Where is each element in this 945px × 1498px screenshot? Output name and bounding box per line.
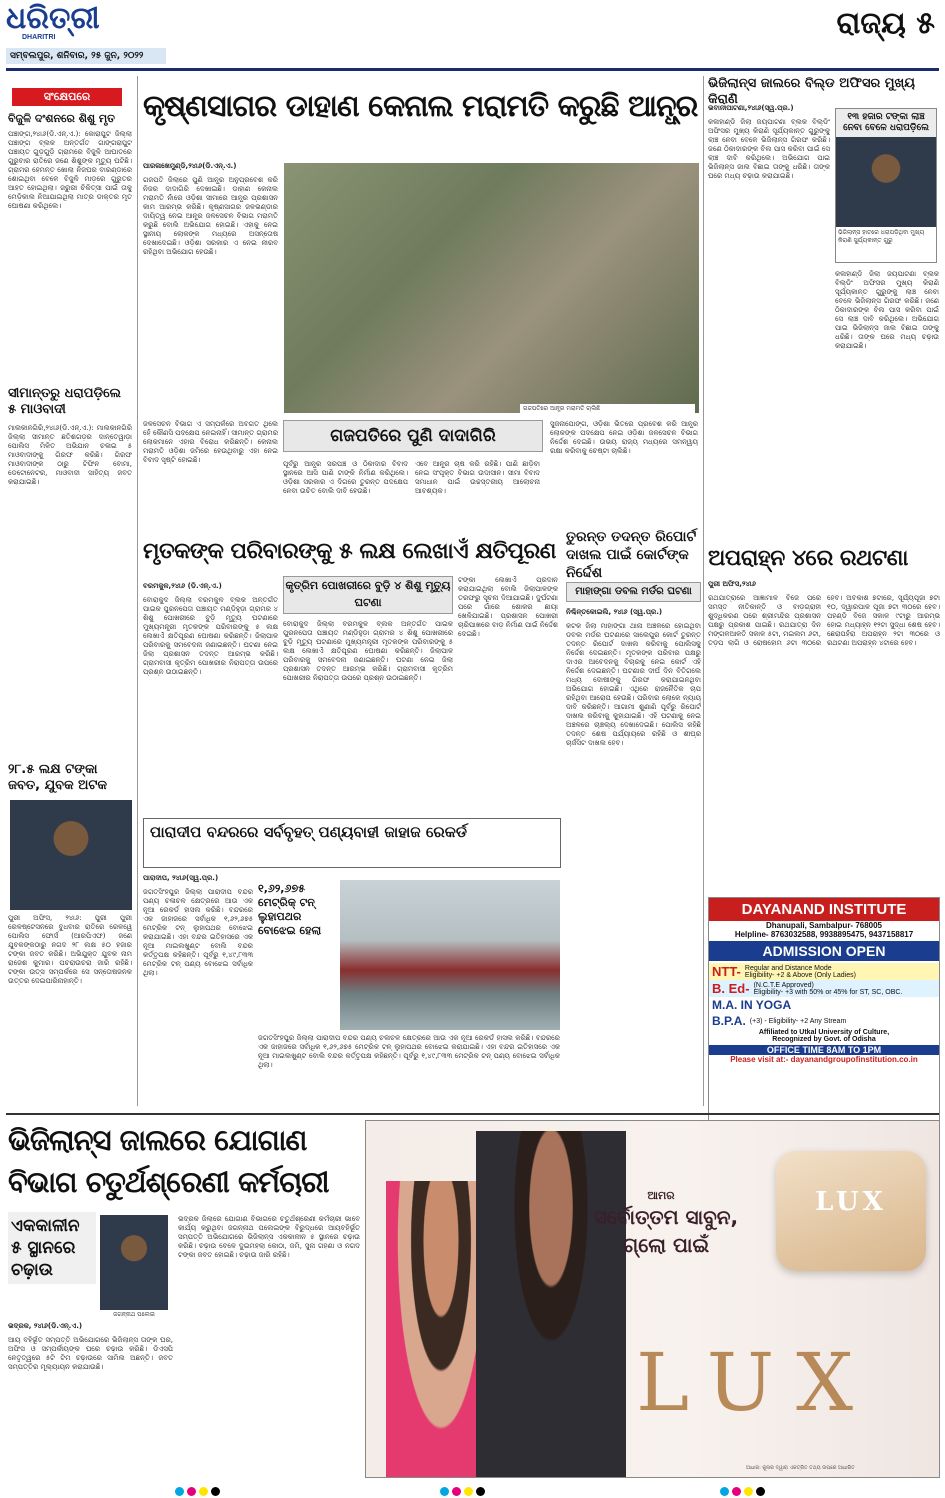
ntt-detail-2: Eligibility- +2 & Above (Only Ladies)	[744, 971, 856, 979]
registration-black	[211, 1487, 220, 1496]
bpa-detail: (+3) - Eligibility- +2 Any Stream	[749, 1017, 847, 1025]
dayanand-ad[interactable]	[708, 897, 940, 1122]
ship-photo	[340, 880, 560, 1030]
dateline: ସମ୍ବଲପୁର, ଶନିବାର, ୨୫ ଜୁନ, ୨୦୨୨	[6, 48, 166, 64]
compensation-body-2: ବୋରାକୁଦ ଜିଲ୍ଲା ବରମକୁଳ ବ୍ଲକ ଅନ୍ତର୍ଗତ ପାଇକ ପୁରନପେତା ପଞ୍ଚାୟତ ମଣ୍ଡିହୁଡ଼ା ଗ୍ରାମର ୪ ଶିଶୁ ପୋଖରୀରେ ବୁଡ଼ି ମୃତ୍ୟୁ ଘଟଣାରେ ମୁଖ୍ୟମନ୍ତ୍ରୀ ମୃତକଙ୍କ ପରିବାରଙ୍କୁ ୫ ଲକ୍ଷ ଲେଖାଏଁ କ୍ଷତିପୂରଣ ଘୋଷଣା କରିଛନ୍ତି। ଜିଲାପାଳ ପରିବାରକୁ ସମବେଦନା ଜଣାଇଛନ୍ତି। ଘଟଣା ନେଇ ଜିଲା ପ୍ରଶାସନ ତଦନ୍ତ ଆରମ୍ଭ କରିଛି। ଗ୍ରାମବାସୀ କୃତ୍ରିମ ପୋଖରୀର ନିରାପତ୍ତା ଉପରେ ପ୍ରଶ୍ନ ଉଠାଇଛନ୍ତି।	[283, 620, 453, 682]
ntt-detail-1: Regular and Distance Mode	[744, 964, 832, 972]
lux-tagline-3: ଗ୍ଲୋ ପାଇଁ	[622, 1233, 710, 1257]
brief-headline-3: ୨୮.୫ ଲକ୍ଷ ଟଙ୍କା ଜବତ, ଯୁବକ ଅଟକ	[8, 762, 107, 793]
brief-section-label: ସଂକ୍ଷେପରେ	[12, 88, 122, 106]
registration-cyan	[440, 1487, 449, 1496]
lead-tagline: ଗଜପତିରେ ପୁଣି ଦାଦାଗିରି	[283, 420, 543, 452]
compensation-body: ବୋରାକୁଦ ଜିଲ୍ଲା ବରମକୁଳ ବ୍ଲକ ଅନ୍ତର୍ଗତ ପାଇକ ପୁରନପେତା ପଞ୍ଚାୟତ ମଣ୍ଡିହୁଡ଼ା ଗ୍ରାମର ୪ ଶିଶୁ ପୋଖରୀରେ ବୁଡ଼ି ମୃତ୍ୟୁ ଘଟଣାରେ ମୁଖ୍ୟମନ୍ତ୍ରୀ ମୃତକଙ୍କ ପରିବାରଙ୍କୁ ୫ ଲକ୍ଷ ଲେଖାଏଁ କ୍ଷତିପୂରଣ ଘୋଷଣା କରିଛନ୍ତି। ଜିଲାପାଳ ପରିବାରକୁ ସମବେଦନା ଜଣାଇଛନ୍ତି। ଘଟଣା ନେଇ ଜିଲା ପ୍ରଶାସନ ତଦନ୍ତ ଆରମ୍ଭ କରିଛି। ଗ୍ରାମବାସୀ କୃତ୍ରିମ ପୋଖରୀର ନିରାପତ୍ତା ଉପରେ ପ୍ରଶ୍ନ ଉଠାଇଛନ୍ତି।	[143, 596, 278, 676]
vigilance-photo-caption: ଭିଜିଲାନ୍ସ ହାତରେ ଧରାପଡ଼ିଥିବା ମୁଖ୍ୟ କିରାଣି ସୁର୍ଯ୍ୟକାନ୍ତ ଗୁରୁ	[838, 229, 925, 244]
bpa-label: B.P.A.	[712, 1014, 746, 1028]
lux-tagline-2: ସର୍ବୋତ୍ତମ ସାବୁନ,	[593, 1205, 739, 1229]
vigilance2-headline-2: ବିଭାଗ ଚତୁର୍ଥଶ୍ରେଣୀ କର୍ମଚାରୀ	[8, 1165, 329, 1199]
registration-yellow	[464, 1487, 473, 1496]
vigilance2-headline-1: ଭିଜିଲାନ୍ସ ଜାଲରେ ଯୋଗାଣ	[8, 1123, 307, 1157]
vigilance-dateline: ଭବାନୀପାଟଣା,୨୪ା୬(ସ୍ୱ.ପ୍ର.)	[708, 104, 794, 112]
court-body: କଟକ ଜିଲା ମାହାଙ୍ଗା ଥାନା ଅଞ୍ଚଳରେ ହୋଇଥିବା ଡବଲ ମର୍ଡର ଘଟଣାରେ ସାଲେପୁର କୋର୍ଟ ତୁରନ୍ତ ତଦନ୍ତ ରିପୋର୍ଟ ଦାଖଲ କରିବାକୁ ପୋଲିସକୁ ନିର୍ଦ୍ଦେଶ ଦେଇଛନ୍ତି। ମୃତକଙ୍କ ପରିବାର ପକ୍ଷରୁ ଦାଏର ଆବେଦନକୁ ବିଚାରକୁ ନେଇ କୋର୍ଟ ଏହି ନିର୍ଦ୍ଦେଶ ଦେଇଛନ୍ତି। ଘଟଣାର ଦୀର୍ଘ ଦିନ ବିତିଗଲେ ମଧ୍ୟ ଦୋଷୀଙ୍କୁ ଗିରଫ କରାଯାଇନଥିବା ଅଭିଯୋଗ ହୋଇଛି। ଏଥିରେ ରାଜନୈତିକ ଚାପ ରହିଥିବା ଆରୋପ ହେଉଛି। ପରିବାର ଲୋକେ ନ୍ୟାୟ ଦାବି କରିଛନ୍ତି। ଆଗାମୀ ଶୁଣାଣି ପୂର୍ବରୁ ରିପୋର୍ଟ ଦାଖଲ କରିବାକୁ କୁହାଯାଇଛି। ଏହି ଘଟଣାକୁ ନେଇ ଅଞ୍ଚଳରେ ଚାଞ୍ଚଲ୍ୟ ଦେଖାଦେଇଛି। ପୋଲିସ କହିଛି ତଦନ୍ତ ଶେଷ ପର୍ଯ୍ୟାୟରେ ରହିଛି ଓ ଶୀଘ୍ର ଚାର୍ଜସିଟ ଦାଖଲ ହେବ।	[566, 622, 701, 747]
court-headline: ତୁରନ୍ତ ତଦନ୍ତ ରିପୋର୍ଟ ଦାଖଲ ପାଇଁ କୋର୍ଟଙ୍କ ନିର୍ଦ୍ଦେଶ	[566, 529, 697, 581]
lux-brand-wordmark: LUX	[636, 1336, 876, 1429]
ntt-label: NTT-	[712, 964, 741, 979]
brief-body-3: ପୁରୀ ଅଫିସ, ୨୪ା୬: ପୁରୀ ପୁରୀ ରେଳଷ୍ଟେସନରେ ବୁଧବାର ରାତିରେ ରେଳୱେ ପୋଲିସ ଫୋର୍ସ (ଆରପିଏଫ) ଜଣେ ଯୁବକଙ୍କଠାରୁ ନଗଦ ୨୮ ଲକ୍ଷ ୫୦ ହଜାର ଟଙ୍କା ଜବତ କରିଛି। ଅଭିଯୁକ୍ତ ଯୁବକ ନାମ ରାଜେଶ କୁମାର। ପଚରାଉଚରା ଜାରି ରହିଛି। ଟଙ୍କା ଉତ୍ସ ସମ୍ପର୍କରେ ସେ ସନ୍ତୋଷଜନକ ଉତ୍ତର ଦେଇପାରିନାହାନ୍ତି।	[8, 914, 132, 985]
arrest-photo	[10, 800, 132, 910]
bed-detail-2: Eligibility- +3 with 50% or 45% for ST, SC, OBC.	[753, 988, 903, 996]
section-title: ରାଜ୍ୟ ୫	[836, 6, 935, 41]
vigilance-headline: ଭିଜିଲାନ୍ସ ଜାଲରେ ବିଲ୍ଡ ଅଫିସର ମୁଖ୍ୟ କିରାଣି	[708, 76, 915, 107]
dayanand-banner: ADMISSION OPEN	[709, 941, 939, 961]
brief-headline-1: ବିଜୁଳି ଦଂଶନରେ ଶିଶୁ ମୃତ	[8, 112, 115, 125]
newspaper-logo: ଧରିତ୍ରୀ	[6, 1, 100, 36]
paradip-headline-box	[143, 818, 561, 868]
registration-magenta	[187, 1487, 196, 1496]
lux-soap-label: LUX	[815, 1187, 887, 1217]
brief-body-2: ମାଲକାନଗିରି,୨୪ା୬(ଡି.ଏନ୍.ଏ.): ମାଲକାନଗିରି ଜିଲ୍ଲା ସୀମାନ୍ତ ଛତିଶଗଡ଼ର ଦାନ୍ତେୱାଡ଼ା ପୋଲିସ ମିଳିତ ଅଭିଯାନ ଚଳାଇ ୫ ମାଓବାଦୀଙ୍କୁ ଗିରଫ କରିଛି। ଗିରଫ ମାଓବାଦୀଙ୍କ ଠାରୁ ଟିଫିନ ବୋମା, ଡେଟୋନେଟର, ମାଓବାଦୀ ସାହିତ୍ୟ ଜବତ କରାଯାଇଛି।	[8, 424, 132, 486]
paradip-callout: ୧,୬୨,୬୭୫ ମେଟ୍ରିକ୍ ଟନ୍ ଲୁହାପଥର ବୋଝେଇ ହେଲା	[258, 882, 322, 937]
registration-magenta	[732, 1487, 741, 1496]
horizontal-divider	[6, 1113, 939, 1115]
canal-photo-caption: ଗଜପତିରେ ଆନ୍ଧ୍ର ମରାମତି ଚାଲିଛି	[520, 404, 695, 414]
lux-ad[interactable]	[365, 1120, 940, 1478]
actor-figure	[476, 1131, 626, 1478]
vigilance2-dateline: ଭଦ୍ରକ, ୨୪ା୬(ଡି.ଏନ୍.ଏ.)	[8, 1322, 83, 1330]
dayanand-office-time: OFFICE TIME 8AM TO 1PM	[709, 1045, 939, 1055]
bed-label: B. Ed-	[712, 981, 750, 996]
bed-detail-1: (N.C.T.E Approved)	[753, 981, 814, 989]
vigilance-callout: ୧୩ ହଜାର ଟଙ୍କା ଲାଞ୍ଚ ନେବା ବେଳେ ଧରାପଡ଼ିଲେ	[836, 109, 936, 137]
vigilance-photo-box	[835, 108, 937, 263]
lead-body-col1: ଗଜପତି ଜିଲାରେ ପୁଣି ଆନ୍ଧ୍ର ଅନୁପ୍ରବେଶ କରି ନିଜର ଦାଦାଗିରି ଦେଖାଇଛି। ଡାହାଣ କେନାଲ ମରାମତି ନାଁରେ ଓଡ଼ିଶା ସୀମାରେ ଆନ୍ଧ୍ର ପ୍ରଶାସନ କାମ ଆରମ୍ଭ କରିଛି। କୃଷ୍ଣସାଗର ଜଳଭଣ୍ଡାର ଦାୟିତ୍ୱ ନେଇ ଆନ୍ଧ୍ର ଜଳସେଚନ ବିଭାଗ ମରାମତି କରୁଛି ବୋଲି ଅଭିଯୋଗ ହୋଇଛି। ଏହାକୁ ନେଇ ସ୍ଥାନୀୟ ଲୋକଙ୍କ ମଧ୍ୟରେ ଅସନ୍ତୋଷ ଦେଖାଦେଇଛି। ଓଡ଼ିଶା ସରକାର ଏ ନେଇ ନୀରବ ରହିଥିବା ଅଭିଯୋଗ ହେଉଛି।	[143, 176, 278, 256]
lead-body-col5: ସୁଜନାପୋଙ୍ଗ, ଓଡ଼ିଶା ଭିତରେ ପ୍ରବେଶ କରି ଆନ୍ଧ୍ର ଲୋକଙ୍କ ପଦକ୍ଷେପ ନେଇ ଓଡ଼ିଶା ଜଳସେଚନ ବିଭାଗ ନିର୍ଦ୍ଦେଶ ଦେଇଛି। ଉଭୟ ରାଜ୍ୟ ମଧ୍ୟରେ ସମନ୍ୱୟ ରକ୍ଷା କରିବାକୁ ଚେଷ୍ଟା ଚାଲିଛି।	[550, 420, 698, 455]
masthead-rule	[6, 68, 939, 71]
brief-body-1: ପଞ୍ଚାଙ୍ଗ,୨୪ା୬(ଡି.ଏନ୍.ଏ.): କୋରାପୁଟ ଜିଲ୍ଲା ପଞ୍ଚାଙ୍ଗ ବ୍ଲକ ଅନ୍ତର୍ଗତ ଗାଙ୍ଗରାପୁଟ ପଞ୍ଚାୟତ ଗୁଡ଼ଗୁଡ଼ି ଗ୍ରାମରେ ବିଜୁଳି ଆଘାତରେ ଗୁରୁବାର ରାତିରେ ଜଣେ ଶିଶୁଙ୍କ ମୃତ୍ୟୁ ଘଟିଛି। ଗ୍ରାମର ହେମନ୍ତ ଖୋଲା ନିଜଘର ବାରଣ୍ଡାରେ ଶୋଇଥିବା ବେଳେ ବିଜୁଳି ମାଡ଼ରେ ଗୁରୁତର ଆହତ ହୋଇଥିଲା। ଜରୁରୀ ଚିକିତ୍ସା ପାଇଁ ତାକୁ ମେଡ଼ିକାଲ ନିଆଯାଇଥିଲା ମାତ୍ର ଡାକ୍ତର ମୃତ ଘୋଷଣା କରିଥିଲେ।	[8, 130, 132, 210]
court-tagline: ମାହାଙ୍ଗା ଡବଲ ମର୍ଡର ଘଟଣା	[566, 582, 701, 602]
lead-dateline: ପାରଳାଖେମୁଣ୍ଡି,୨୪ା୬(ଡି.ଏନ୍.ଏ.)	[143, 162, 237, 170]
lead-body-col4: ଏବେ ଆନ୍ଧ୍ର ଚାଷ କରି ରହିଛି। ପାଣି ଛାଡ଼ିବା ନେଇ ସଂପୃକ୍ତ ବିଭାଗ ଉଦାସୀନ। ସୀମା ବିବାଦ ସମାଧାନ ପାଇଁ ଉଚ୍ଚସ୍ତରୀୟ ଆଲୋଚନା ଆବଶ୍ୟକ।	[415, 460, 540, 495]
registration-cyan	[720, 1487, 729, 1496]
compensation-body-3: ଟଙ୍କା ଲେଖାଏଁ ପ୍ରଦାନ କରାଯାଇଥିଲା ବୋଲି ଜିଲାପାଳଙ୍କ ତରଫରୁ ସୂଚନା ଦିଆଯାଇଛି। ଦୁର୍ଘଟଣା ପରେ ଗାଁରେ ଶୋକର ଛାୟା ଖେଳିଯାଇଛି। ପ୍ରଶାସନ ପୋଖରୀ ଚାରିପାଖରେ ବାଡ଼ ନିର୍ମାଣ ପାଇଁ ନିର୍ଦ୍ଦେଶ ଦେଇଛି।	[458, 576, 558, 638]
vigilance2-body-left: ଆୟ ବହିର୍ଭୂତ ସମ୍ପତ୍ତି ଅଭିଯୋଗରେ ଭିଜିଲାନ୍ସ ତାଙ୍କ ଘର, ଅଫିସ ଓ ସମ୍ପର୍କୀୟଙ୍କ ଘରେ ଚଢ଼ାଉ କରିଛି। ଡିଏସପି ନେତୃତ୍ୱରେ ୫ଟି ଟିମ ଚଢ଼ାଉରେ ସାମିଲ ଅଛନ୍ତି। ଜବତ ସମ୍ପତ୍ତିର ମୂଲ୍ୟାୟନ କରାଯାଉଛି।	[8, 1336, 173, 1371]
dayanand-address: Dhanupali, Sambalpur- 768005	[765, 921, 883, 930]
lead-body-col3: ପୂର୍ବରୁ ଆନ୍ଧ୍ର ସରପଞ୍ଚ ଓ ଠିକାଦାର ବିବାଦ ସ୍ଥାନରେ ଆସି ପାଣି ଟାଙ୍କି ନିର୍ମାଣ କରିଥିଲେ। ଓଡ଼ିଶା ସରକାର ଏ ଦିଗରେ ତୁରନ୍ତ ପଦକ୍ଷେପ ନେବା ଉଚିତ ବୋଲି ଦାବି ହେଉଛି।	[283, 460, 408, 495]
column-divider	[703, 76, 704, 1106]
lead-body-col2: ଜଳସେଚନ ବିଭାଗ ଏ ସମ୍ପର୍କରେ ଅବଗତ ଥିଲେ ହେଁ କୌଣସି ପଦକ୍ଷେପ ନେଇନାହିଁ। ସୀମାନ୍ତ ଗ୍ରାମର ଲୋକମାନେ ଏହାର ବିରୋଧ କରିଛନ୍ତି। କେନାଲ ମରାମତି ଓଡ଼ିଶା ଜମିରେ ହେଉଥିବାରୁ ଏହା ନେଇ ବିବାଦ ସୃଷ୍ଟି ହୋଇଛି।	[143, 420, 278, 464]
paradip-body-2: ଜଗତସିଂହପୁର ଜିଲ୍ଲା ପାରାଦୀପ ବନ୍ଦର ପଣ୍ୟ ଚଳାଚଳ କ୍ଷେତ୍ରରେ ଆଉ ଏକ ନୂଆ ରେକର୍ଡ ହାସଲ କରିଛି। ବନ୍ଦରରେ ଏକ ଜାହାଜରେ ସର୍ବାଧିକ ୧,୬୨,୬୭୫ ମେଟ୍ରିକ ଟନ୍ ଲୁହାପଥର ବୋଝେଇ କରାଯାଇଛି। ଏହା ବନ୍ଦର ଇତିହାସରେ ଏକ ନୂଆ ମାଇଲଖୁଣ୍ଟ ବୋଲି ବନ୍ଦର କର୍ତ୍ତୃପକ୍ଷ କହିଛନ୍ତି। ପୂର୍ବରୁ ୧,୪୯,୮୩୩ ମେଟ୍ରିକ ଟନ୍ ପଣ୍ୟ ବୋଝେଇ ସର୍ବାଧିକ ଥିଲା।	[258, 1034, 560, 1069]
rathayatra-body: ରଥଯାତ୍ରାରେ ଆଜ୍ଞାମାଳ ବିଜେ ପରେ ସମସ୍ତ ନୀତିକାନ୍ତି ଓ ବାଡ଼ଗ୍ରାହୀ ଶୁଦ୍ଧିକରଣ ପରେ ଶ୍ରୀମନ୍ଦିର ପ୍ରଶାସନ ପକ୍ଷରୁ ପ୍ରକାଶ ପାଇଛି। ରଥଯାତ୍ରା ଦିନ ମଙ୍ଗଳଆଳତି ସକାଳ ୫ଟା, ମଇଲମ ୬ଟା, ତଡ଼ପ ଲାଗି ଓ ରୋଷହୋମ ୬ଟା ୩୦ରେ ହେବ। ଅବକାଶ ୭ଟାରେ, ସୂର୍ଯ୍ୟପୂଜା ୭ଟା ୧୦, ଦ୍ୱାରପାଳ ପୂଜା ୭ଟା ୩୦ରେ ହେବ। ପହଣ୍ଡି ବିଜେ ସକାଳ ୯ଟାରୁ ଆରମ୍ଭ ହୋଇ ମଧ୍ୟାହ୍ନ ୧୨ଟା ସୁଦ୍ଧା ଶେଷ ହେବ। ଛେରାପହଁରା ଅପରାହ୍ନ ୨ଟା ୩୦ରେ ଓ ରଥଟଣା ଅପରାହ୍ନ ୪ଟାରେ ହେବ।	[708, 594, 940, 647]
registration-yellow	[744, 1487, 753, 1496]
rathayatra-dateline: ପୁରୀ ଅଫିସ,୨୪ା୬	[708, 580, 756, 588]
vigilance2-body-right: ଭଦ୍ରକ ଜିଲାରେ ଯୋଗାଣ ବିଭାଗରେ ଚତୁର୍ଥଶ୍ରେଣୀ କର୍ମଚାରୀ ଭାବେ କାର୍ଯ୍ୟ କରୁଥିବା ଜଗନ୍ନାଥ ପଲେଇଙ୍କ ବିରୁଦ୍ଧରେ ଆୟବହିର୍ଭୂତ ସମ୍ପତ୍ତି ଅଭିଯୋଗରେ ଭିଜିଲାନ୍ସ ଏକକାଳୀନ ୫ ସ୍ଥାନରେ ଚଢ଼ାଉ କରିଛି। ଚଢ଼ାଉ ବେଳେ ଦୁଇମହଲା କୋଠା, ଜମି, ସୁନା ଗହଣା ଓ ନଗଦ ଟଙ୍କା ଜବତ ହୋଇଛି। ଚଢ଼ାଉ ଜାରି ରହିଛି।	[178, 1215, 360, 1259]
compensation-subhead: କୃତ୍ରିମ ପୋଖରୀରେ ବୁଡ଼ି ୪ ଶିଶୁ ମୃତ୍ୟୁ ଘଟଣା	[283, 576, 453, 614]
registration-magenta	[452, 1487, 461, 1496]
lux-soap-bar	[776, 1151, 926, 1271]
accused2-photo	[100, 1215, 168, 1310]
paradip-body: ଜଗତସିଂହପୁର ଜିଲ୍ଲା ପାରାଦୀପ ବନ୍ଦର ପଣ୍ୟ ଚଳାଚଳ କ୍ଷେତ୍ରରେ ଆଉ ଏକ ନୂଆ ରେକର୍ଡ ହାସଲ କରିଛି। ବନ୍ଦରରେ ଏକ ଜାହାଜରେ ସର୍ବାଧିକ ୧,୬୨,୬୭୫ ମେଟ୍ରିକ ଟନ୍ ଲୁହାପଥର ବୋଝେଇ କରାଯାଇଛି। ଏହା ବନ୍ଦର ଇତିହାସରେ ଏକ ନୂଆ ମାଇଲଖୁଣ୍ଟ ବୋଲି ବନ୍ଦର କର୍ତ୍ତୃପକ୍ଷ କହିଛନ୍ତି। ପୂର୍ବରୁ ୧,୪୯,୮୩୩ ମେଟ୍ରିକ ଟନ୍ ପଣ୍ୟ ବୋଝେଇ ସର୍ବାଧିକ ଥିଲା।	[143, 888, 253, 977]
registration-black	[756, 1487, 765, 1496]
brief-headline-2: ସୀମାନ୍ତରୁ ଧରାପଡ଼ିଲେ ୫ ମାଓବାଦୀ	[8, 386, 121, 417]
dayanand-title: DAYANAND INSTITUTE	[709, 898, 939, 921]
newspaper-logo-sub: DHARITRI	[22, 34, 56, 41]
registration-yellow	[199, 1487, 208, 1496]
registration-black	[476, 1487, 485, 1496]
accused-photo	[836, 137, 936, 227]
canal-repair-photo	[284, 163, 699, 413]
compensation-headline: ମୃତକଙ୍କ ପରିବାରଙ୍କୁ ୫ ଲକ୍ଷ ଲେଖାଏଁ କ୍ଷତିପୂରଣ	[143, 539, 556, 564]
court-dateline: ନିଶ୍ଚିନ୍ତକୋଇଲି, ୨୪ା୬ (ସ୍ୱ.ପ୍ର.)	[566, 608, 663, 616]
registration-cyan	[175, 1487, 184, 1496]
column-divider	[137, 76, 138, 1106]
ma-yoga-label: M.A. IN YOGA	[712, 998, 792, 1012]
dayanand-website[interactable]: Please visit at:- dayanandgroupofinstitution.co.in	[730, 1055, 918, 1064]
lux-footer: ଆଧାର: କୁନାର ଦ୍ୱାରା ଏକତ୍ରିତ ତଥ୍ୟ ଉପରେ ଆଧାରିତ	[746, 1465, 855, 1471]
lux-tagline-1: ଆମର	[647, 1189, 675, 1202]
paradip-dateline: ପାରାଦୀପ, ୨୪ା୬(ସ୍ୱ.ପ୍ର.)	[143, 874, 219, 882]
compensation-dateline: ବରମକୁଳ,୨୪ା୬ (ଡି.ଏନ୍.ଏ.)	[143, 582, 222, 590]
rathayatra-headline: ଅପରାହ୍ନ ୪ରେ ରଥଟଣା	[708, 546, 908, 571]
lead-headline: କୃଷ୍ଣସାଗର ଡାହାଣ କେନାଲ ମରାମତି କରୁଛି ଆନ୍ଧ୍ର	[143, 89, 698, 124]
vigilance-body: କଳାହାଣ୍ଡି ଜିଲା ଜୟପାଟଣା ବ୍ଲକ ବିଲ୍ଡିଂ ଅଫିସର ମୁଖ୍ୟ କିରାଣି ସୂର୍ଯ୍ୟକାନ୍ତ ଗୁରୁଙ୍କୁ ଲାଞ୍ଚ ନେବା ବେଳେ ଭିଜିଲାନ୍ସ ଗିରଫ କରିଛି। ଜଣେ ଠିକାଦାରଙ୍କ ବିଲ ପାସ କରିବା ପାଇଁ ସେ ଲାଞ୍ଚ ଦାବି କରିଥିଲେ। ଅଭିଯୋଗ ପାଇ ଭିଜିଲାନ୍ସ ଜାଲ ବିଛାଇ ତାଙ୍କୁ ଧରିଛି। ତାଙ୍କ ଘରେ ମଧ୍ୟ ଚଢ଼ାଉ କରାଯାଇଛି।	[708, 118, 830, 180]
accused2-caption: ଜଗନ୍ନାଥ ପଲେଇ	[113, 1311, 155, 1318]
dayanand-affiliation-2: Recognized by Govt. of Odisha	[772, 1036, 876, 1043]
vigilance2-subhead: ଏକକାଳୀନ ୫ ସ୍ଥାନରେ ଚଢ଼ାଉ	[8, 1212, 96, 1284]
dayanand-affiliation-1: Affiliated to Utkal University of Culture,	[758, 1029, 890, 1036]
paradip-headline: ପାରାଦୀପ ବନ୍ଦରରେ ସର୍ବବୃହତ୍ ପଣ୍ୟବାହୀ ଜାହାଜ ରେକର୍ଡ	[150, 823, 467, 841]
vigilance-body-cont: କଳାହାଣ୍ଡି ଜିଲା ଜୟପାଟଣା ବ୍ଲକ ବିଲ୍ଡିଂ ଅଫିସର ମୁଖ୍ୟ କିରାଣି ସୂର୍ଯ୍ୟକାନ୍ତ ଗୁରୁଙ୍କୁ ଲାଞ୍ଚ ନେବା ବେଳେ ଭିଜିଲାନ୍ସ ଗିରଫ କରିଛି। ଜଣେ ଠିକାଦାରଙ୍କ ବିଲ ପାସ କରିବା ପାଇଁ ସେ ଲାଞ୍ଚ ଦାବି କରିଥିଲେ। ଅଭିଯୋଗ ପାଇ ଭିଜିଲାନ୍ସ ଜାଲ ବିଛାଇ ତାଙ୍କୁ ଧରିଛି। ତାଙ୍କ ଘରେ ମଧ୍ୟ ଚଢ଼ାଉ କରାଯାଇଛି।	[835, 270, 939, 350]
dayanand-helpline: Helpline- 8763032588, 9938895475, 9437158817	[734, 930, 914, 939]
